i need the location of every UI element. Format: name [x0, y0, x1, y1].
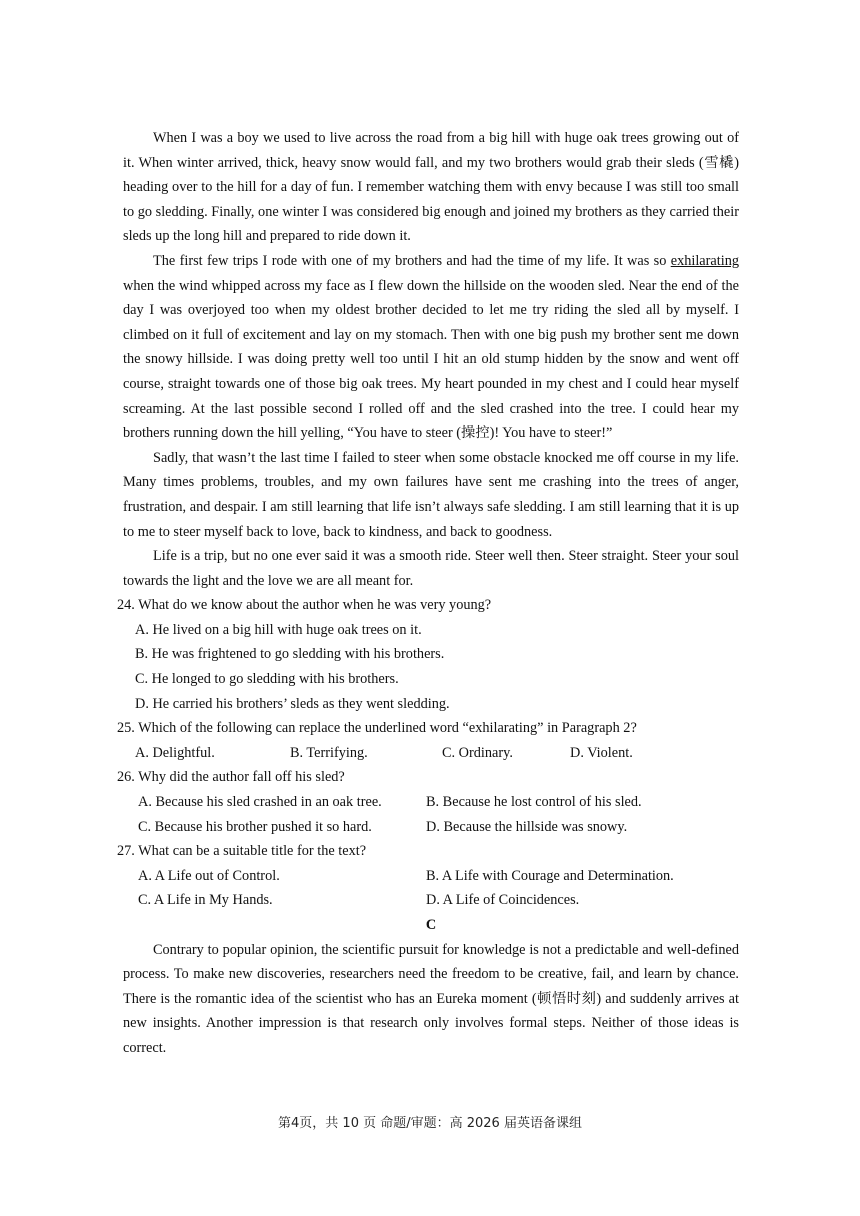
paragraph-2-rest: when the wind whipped across my face as I flew down the hillside on the wooden sled. Near the end of the day I was overjoyed too when my oldest brother decided to let me try riding the sled all by myself. I climbed on it full of excitement and lay on my stomach. Then with one big push my brother sent me down the snowy hillside. I was doing pretty well too until I hit an old stump hidden by the snow and went off course, straight towards one of those big oak trees. My heart pounded in my chest and I could hear myself screaming. At the last possible second I rolled off and the sled crashed into the tree. I could hear my brothers running down the hill yelling, “You have to steer (操控)! You have to steer!”	[123, 277, 739, 442]
question-26-option-b: B. Because he lost control of his sled.	[426, 794, 642, 811]
question-27-option-b: B. A Life with Courage and Determination.	[426, 867, 674, 884]
question-24-option-a: A. He lived on a big hill with huge oak trees on it.	[135, 621, 422, 638]
passage-b-paragraph-4: Life is a trip, but no one ever said it was a smooth ride. Steer well then. Steer straight. Steer your soul towards the light and the love we are all meant for.	[123, 548, 739, 589]
question-26-options-row-1	[123, 790, 739, 815]
question-27-options-row-1	[123, 864, 739, 889]
passage-c-paragraph-1: Contrary to popular opinion, the scientific pursuit for knowledge is not a predictable and well-defined process. To make new discoveries, researchers need the freedom to be creative, fail, and learn by chance. There is the romantic idea of the scientist who has an Eureka moment (顿悟时刻) and suddenly arrives at new insights. Another impression is that research only involves formal steps. Neither of those ideas is correct.	[123, 941, 739, 1056]
question-24-option-b: B. He was frightened to go sledding with his brothers.	[135, 646, 445, 663]
passage-c-heading: C	[425, 917, 437, 933]
paragraph-2-start: The first few trips I rode with one of my brothers and had the time of my life. It was so	[153, 252, 671, 269]
passage-b-paragraph-1: When I was a boy we used to live across the road from a big hill with huge oak trees growing out of it. When winter arrived, thick, heavy snow would fall, and my two brothers would grab their sleds (雪橇) heading over to the hill for a day of fun. I remember watching them with envy because I was still too small to go sledding. Finally, one winter I was considered big enough and joined my brothers as they carried their sleds up the long hill and prepared to ride down it.	[123, 130, 739, 245]
question-25-option-d: D. Violent.	[570, 744, 633, 761]
passage-b-paragraph-2	[123, 249, 739, 446]
question-26-option-c: C. Because his brother pushed it so hard.	[138, 818, 372, 835]
passage-b-paragraph-3: Sadly, that wasn’t the last time I failed to steer when some obstacle knocked me off course in my life. Many times problems, troubles, and my own failures have sent me crashing into the trees of anger, frustration, and despair. I am still learning that life isn’t always safe sledding. I am still learning that it is up to me to steer myself back to love, back to kindness, and back to goodness.	[123, 449, 739, 540]
question-26-option-d: D. Because the hillside was snowy.	[426, 818, 628, 835]
question-26-option-a: A. Because his sled crashed in an oak tree.	[138, 794, 382, 811]
page-footer: 第4页，共 10 页 命题/审题：高 2026 届英语备课组	[278, 1116, 582, 1131]
question-25-option-c: C. Ordinary.	[442, 744, 513, 761]
underlined-word-exhilarating: exhilarating	[670, 252, 739, 269]
question-27-option-c: C. A Life in My Hands.	[138, 892, 273, 909]
question-25-option-b: B. Terrifying.	[290, 744, 368, 761]
question-25-option-a: A. Delightful.	[135, 744, 215, 761]
question-27-option-a: A. A Life out of Control.	[138, 867, 280, 884]
question-26-stem: 26. Why did the author fall off his sled?	[117, 769, 345, 786]
question-24-option-d: D. He carried his brothers’ sleds as they went sledding.	[135, 695, 450, 712]
question-24-option-c: C. He longed to go sledding with his brothers.	[135, 671, 399, 688]
question-27-option-d: D. A Life of Coincidences.	[426, 892, 580, 909]
question-26-options-row-2	[123, 815, 739, 840]
question-24-stem: 24. What do we know about the author when he was very young?	[117, 597, 492, 614]
question-27-stem: 27. What can be a suitable title for the text?	[117, 843, 367, 860]
question-25-options	[123, 741, 739, 766]
page-content	[117, 126, 739, 1061]
question-27-options-row-2	[123, 888, 739, 913]
question-25-stem: 25. Which of the following can replace the underlined word “exhilarating” in Paragraph 2?	[117, 720, 637, 737]
